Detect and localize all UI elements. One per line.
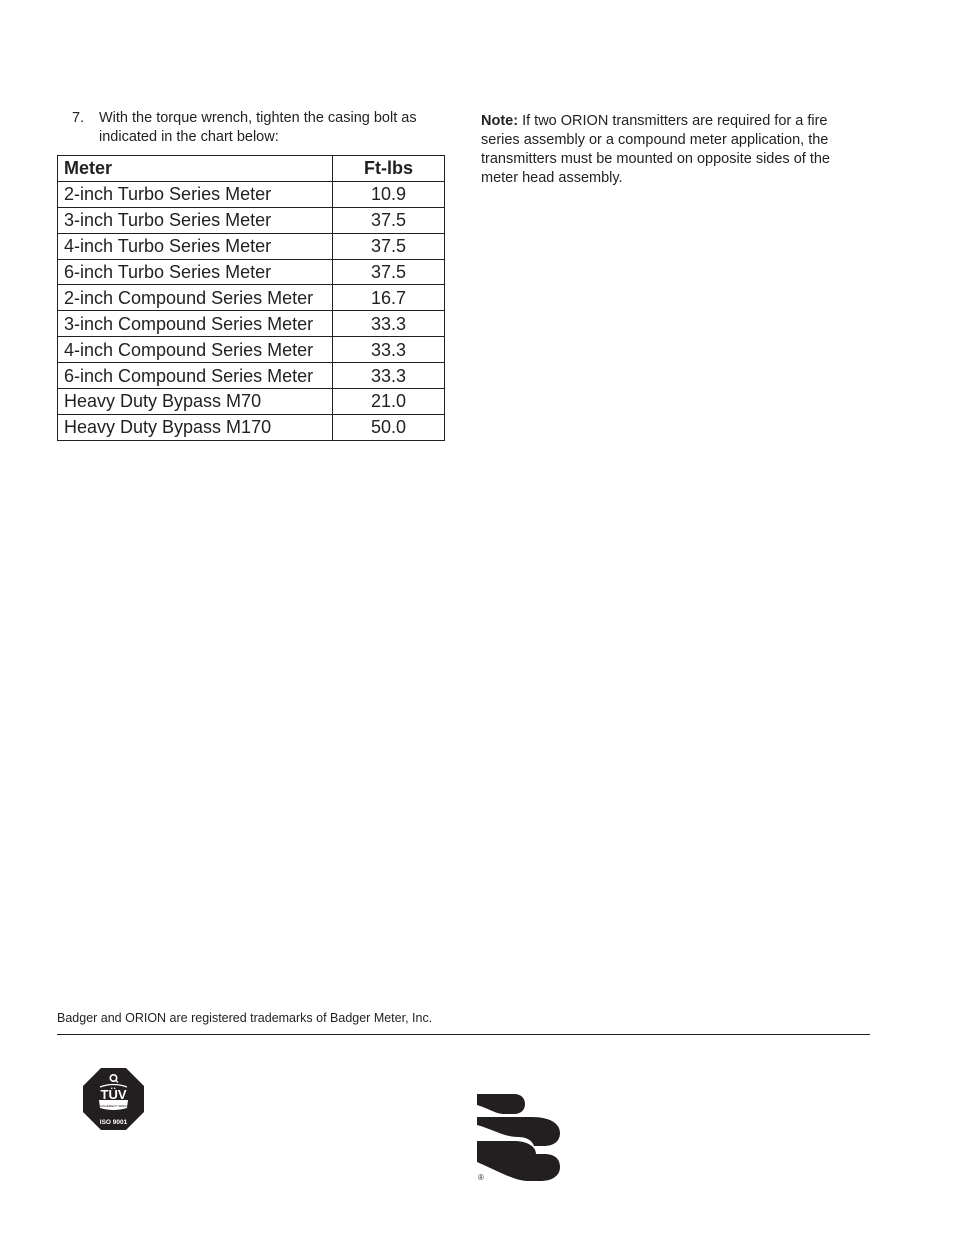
ft-lbs-cell: 33.3 [333, 363, 445, 389]
ft-lbs-cell: 10.9 [333, 181, 445, 207]
table-header-row [58, 156, 445, 182]
badger-meter-b-logo-icon [474, 1092, 562, 1184]
table-row [58, 233, 445, 259]
table-row [58, 414, 445, 440]
meter-cell: 2-inch Compound Series Meter [58, 285, 333, 311]
step-text: With the torque wrench, tighten the casing bolt as indicated in the chart below: [99, 110, 417, 145]
meter-cell: 4-inch Compound Series Meter [58, 337, 333, 363]
meter-cell: 2-inch Turbo Series Meter [58, 181, 333, 207]
ft-lbs-cell: 33.3 [333, 311, 445, 337]
svg-text:ISO 9001: ISO 9001 [99, 1119, 128, 1126]
ft-lbs-cell: 37.5 [333, 207, 445, 233]
meter-cell: Heavy Duty Bypass M170 [58, 414, 333, 440]
ft-lbs-cell: 16.7 [333, 285, 445, 311]
svg-text:MANAGEMENT SERVICE: MANAGEMENT SERVICE [95, 1104, 132, 1108]
footer-divider [57, 1034, 870, 1035]
step-number: 7. [72, 110, 85, 126]
meter-cell: 4-inch Turbo Series Meter [58, 233, 333, 259]
note-label: Note: [481, 113, 519, 129]
ft-lbs-cell: 37.5 [333, 233, 445, 259]
ft-lbs-cell: 50.0 [333, 414, 445, 440]
svg-text:®: ® [478, 1173, 484, 1182]
column-header-meter: Meter [58, 156, 333, 182]
meter-cell: 3-inch Compound Series Meter [58, 311, 333, 337]
meter-cell: 6-inch Compound Series Meter [58, 363, 333, 389]
table-row [58, 389, 445, 415]
table-row [58, 285, 445, 311]
table-row [58, 259, 445, 285]
table-row [58, 337, 445, 363]
tuv-iso-9001-seal-icon [83, 1068, 144, 1130]
meter-cell: Heavy Duty Bypass M70 [58, 389, 333, 415]
note-paragraph [481, 112, 866, 188]
column-header-ft-lbs: Ft-lbs [333, 156, 445, 182]
ft-lbs-cell: 37.5 [333, 259, 445, 285]
table-row [58, 311, 445, 337]
svg-text:TÜV: TÜV [100, 1087, 127, 1102]
table-row [58, 207, 445, 233]
torque-table [57, 155, 445, 441]
table-row [58, 363, 445, 389]
table-row [58, 181, 445, 207]
ft-lbs-cell: 33.3 [333, 337, 445, 363]
ft-lbs-cell: 21.0 [333, 389, 445, 415]
meter-cell: 3-inch Turbo Series Meter [58, 207, 333, 233]
note-text: If two ORION transmitters are required for a fire series assembly or a compound meter application, the transmitters must be mounted on opposite sides of the meter head assembly. [481, 113, 830, 186]
meter-cell: 6-inch Turbo Series Meter [58, 259, 333, 285]
trademark-notice: Badger and ORION are registered trademarks of Badger Meter, Inc. [57, 1011, 433, 1025]
